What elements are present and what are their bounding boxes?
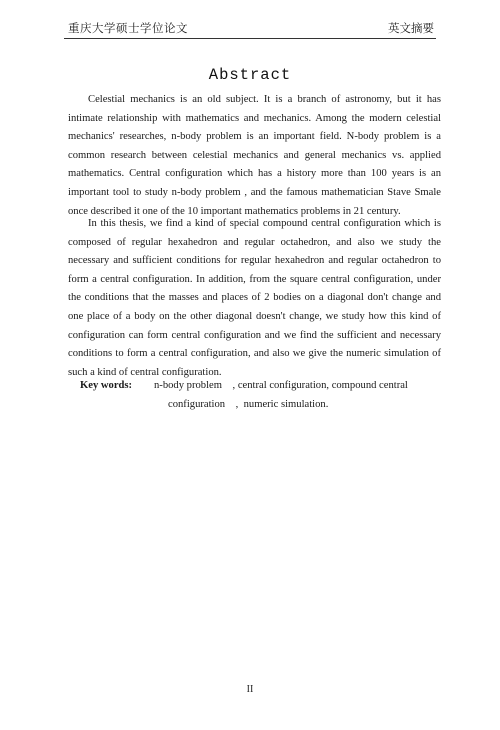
keywords-text-line-1: n-body problem , central configuration, compound central	[154, 380, 408, 391]
keywords-block	[80, 376, 442, 414]
header-thesis-label: 重庆大学硕士学位论文	[68, 23, 188, 35]
keywords-line-2	[80, 395, 442, 414]
keywords-label: Key words:	[80, 380, 133, 391]
header-divider	[64, 38, 436, 39]
keywords-text-line-2: configuration , numeric simulation.	[168, 399, 329, 410]
page-number: II	[246, 684, 254, 695]
header-section-label: 英文摘要	[388, 23, 434, 35]
abstract-paragraph-1-block	[68, 91, 441, 221]
page-title: Abstract	[208, 66, 292, 84]
abstract-paragraph-2: In this thesis, we find a kind of special compound central configuration which is composed of regular hexahedron and regular octahedron, and also we study the necessary and sufficient conditions for regular hexahedron and regular octahedron to form a central configuration. In addition, from the square central configuration, under the conditions that the masses and places of 2 bodies on a diagonal don't change and one place of a body on the other diagonal doesn't change, we study how this kind of configuration can form central configuration and we find the sufficient and necessary conditions to form a central configuration, and also we give the numeric simulation of such a kind of central configuration.	[68, 218, 441, 378]
abstract-paragraph-1: Celestial mechanics is an old subject. It is a branch of astronomy, but it has intimate relationship with mathematics and mechanics. Among the modern celestial mechanics' researches, n-body problem is an important field. N-body problem is a common research between celestial mechanics and general mechanics vs. applied mathematics. Central configuration which has a history more than 100 years is an important tool to study n-body problem , and the famous mathematician Stave Smale once described it one of the 10 important mathematics problems in 21 century.	[68, 94, 441, 217]
keywords-line-1	[80, 376, 442, 395]
abstract-paragraph-2-block	[68, 215, 441, 382]
